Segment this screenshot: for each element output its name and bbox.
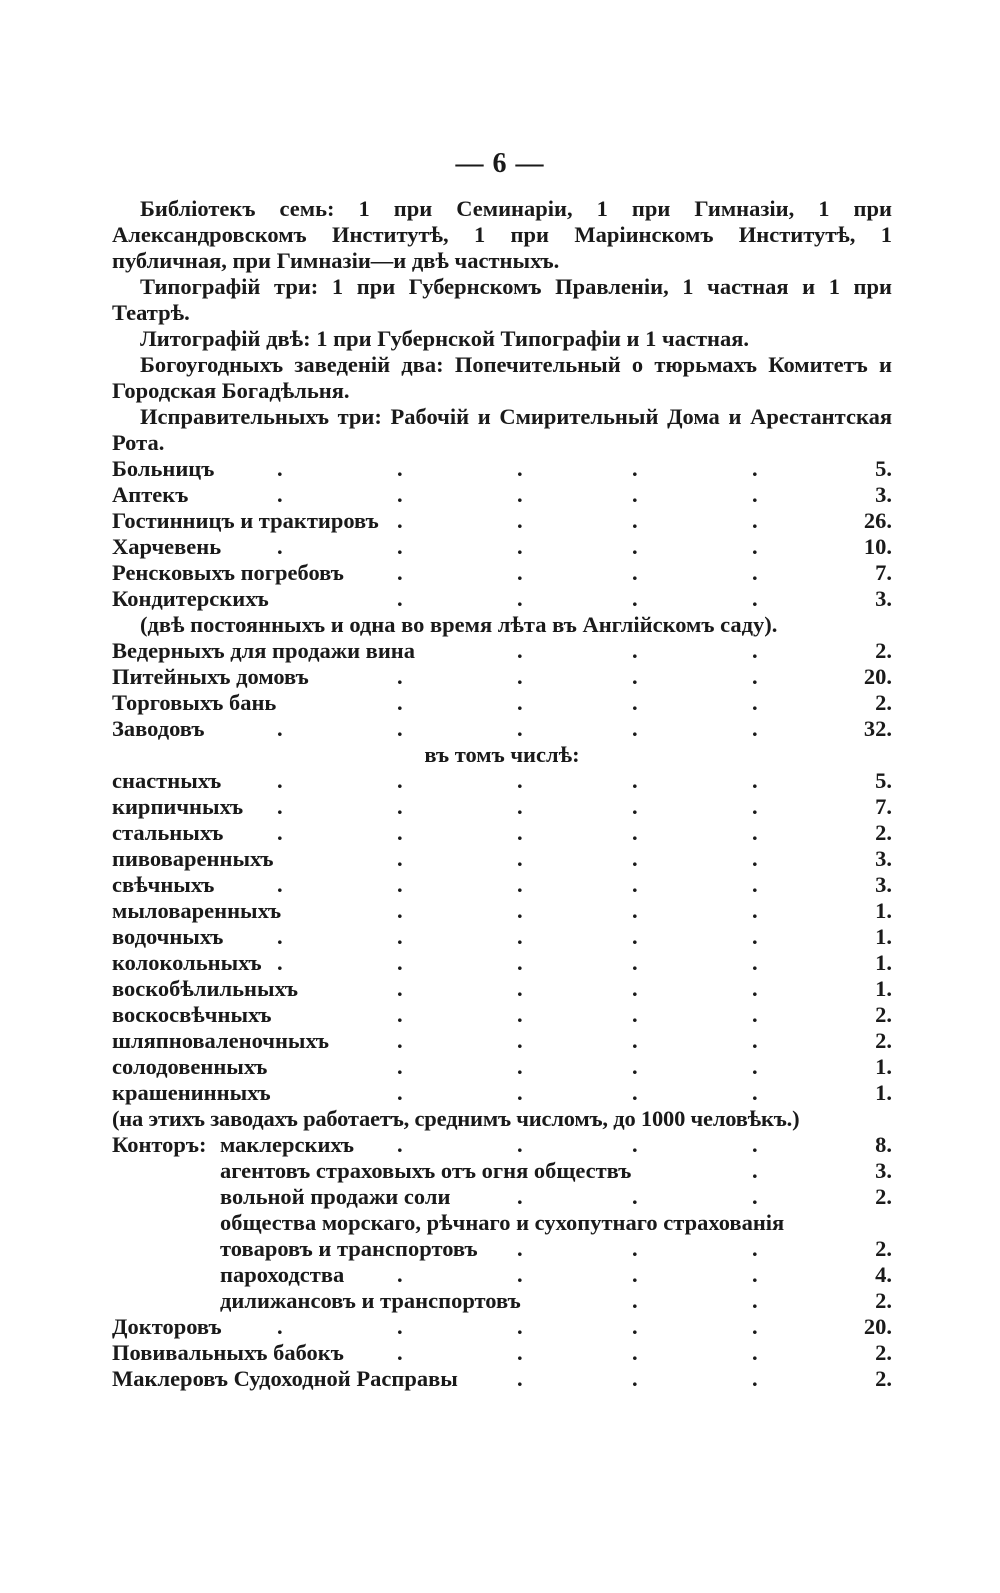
page-body (112, 196, 892, 1392)
list-item: свѣчныхъ . . . . . 3. (112, 872, 892, 897)
list-item-value: 3. (875, 1158, 892, 1183)
list-item-label: Питейныхъ домовъ (112, 664, 309, 689)
list-item-value: 2. (875, 1236, 892, 1261)
list-item: Гостинницъ и трактировъ . . . . 26. (112, 508, 892, 533)
list-item: Докторовъ . . . . . 20. (112, 1314, 892, 1339)
note-workers: (на этихъ заводахъ работаетъ, среднимъ числомъ, до 1000 человѣкъ.) (112, 1106, 800, 1131)
list-item-label: Торговыхъ бань (112, 690, 277, 715)
list-item-label: солодовенныхъ (112, 1054, 268, 1079)
list-item-value: 2. (875, 820, 892, 845)
list-item: пароходства . . . . 4. (220, 1262, 892, 1287)
paragraph-charities: Богоугодныхъ заведеній два: Попечительный о тюрьмахъ Комитетъ и Городская Богадѣльня. (112, 352, 892, 403)
list-item: шляпноваленочныхъ . . . . 2. (112, 1028, 892, 1053)
list-item-value: 4. (875, 1262, 892, 1287)
list-item-value: 26. (863, 508, 892, 533)
list-item-value: 1. (875, 924, 892, 949)
list-item-value: 1. (875, 1054, 892, 1079)
paragraph-lithographies: Литографій двѣ: 1 при Губернской Типографіи и 1 частная. (140, 326, 750, 351)
list-item-value: 1. (875, 898, 892, 923)
list-item: воскосвѣчныхъ . . . . 2. (112, 1002, 892, 1027)
list-item (112, 1210, 892, 1236)
paragraph-libraries: Библіотекъ семь: 1 при Семинаріи, 1 при Гимназіи, 1 при Александровскомъ Институтѣ, 1 при Маріинскомъ Институтѣ, 1 публичная, при Гимназіи—и двѣ частныхъ. (112, 196, 892, 273)
list-professionals (112, 1314, 892, 1392)
list-item: Ренсковыхъ погребовъ . . . . 7. (112, 560, 892, 585)
list-item-label: свѣчныхъ (112, 872, 215, 897)
list-item: колокольныхъ . . . . . 1. (112, 950, 892, 975)
list-item-label: Ведерныхъ для продажи вина (112, 638, 415, 663)
list-item-label: дилижансовъ и транспортовъ (220, 1288, 521, 1313)
list-item-label: стальныхъ (112, 820, 224, 845)
list-item-label: Аптекъ (112, 482, 189, 507)
list-item: агентовъ страховыхъ отъ огня обществъ . 3. (220, 1158, 892, 1183)
list-item: солодовенныхъ . . . . 1. (112, 1054, 892, 1079)
list-item-label: товаровъ и транспортовъ (220, 1236, 478, 1261)
list-item-label: мыловаренныхъ (112, 898, 282, 923)
list-item-label: пивоваренныхъ (112, 846, 274, 871)
list-item-value: 5. (875, 456, 892, 481)
list-item: водочныхъ . . . . . 1. (112, 924, 892, 949)
list-item-value: 20. (863, 1314, 892, 1339)
list-item-value: 32. (863, 716, 892, 741)
list-prefix-label: Конторъ: (112, 1132, 207, 1157)
list-item-label: Повивальныхъ бабокъ (112, 1340, 344, 1365)
list-establishments (112, 456, 892, 612)
list-item: Заводовъ . . . . . 32. (112, 716, 892, 741)
list-item: кирпичныхъ . . . . . 7. (112, 794, 892, 819)
list-item: Ведерныхъ для продажи вина . . . 2. (112, 638, 892, 663)
list-item-value: 20. (863, 664, 892, 689)
list-item-value: 2. (875, 638, 892, 663)
list-item-label: Кондитерскихъ (112, 586, 269, 611)
list-item-value: 2. (875, 1184, 892, 1209)
list-item: крашенинныхъ . . . . 1. (112, 1080, 892, 1105)
list-item-label: агентовъ страховыхъ отъ огня обществъ (220, 1158, 632, 1183)
list-trade (112, 638, 892, 742)
paragraph-correctional: Исправительныхъ три: Рабочій и Смирительный Дома и Арестантская Рота. (112, 404, 892, 455)
list-item-value: 2. (875, 1002, 892, 1027)
list-item: Маклеровъ Судоходной Расправы . . . 2. (112, 1366, 892, 1391)
list-item-value: 3. (875, 482, 892, 507)
list-item-value: 3. (875, 846, 892, 871)
list-item-value: 2. (875, 1288, 892, 1313)
list-item: пивоваренныхъ . . . . 3. (112, 846, 892, 871)
list-item-label: шляпноваленочныхъ (112, 1028, 329, 1053)
list-item-label: воскосвѣчныхъ (112, 1002, 272, 1027)
list-item: товаровъ и транспортовъ . . . 2. (220, 1236, 892, 1261)
page-number: — 6 — (455, 148, 545, 179)
list-item-value: 8. (875, 1132, 892, 1157)
list-item: Повивальныхъ бабокъ . . . . 2. (112, 1340, 892, 1365)
list-item: мыловаренныхъ . . . . 1. (112, 898, 892, 923)
list-item-label: пароходства (220, 1262, 345, 1287)
list-factories (112, 768, 892, 1106)
list-item-label: вольной продажи соли (220, 1184, 451, 1209)
list-item-label: колокольныхъ (112, 950, 262, 975)
list-item-label: снастныхъ (112, 768, 222, 793)
list-item-label: Ренсковыхъ погребовъ (112, 560, 344, 585)
paragraph-printing-houses: Типографій три: 1 при Губернскомъ Правленіи, 1 частная и 1 при Театрѣ. (112, 274, 892, 325)
list-item-value: 10. (863, 534, 892, 559)
list-item-value: 7. (875, 794, 892, 819)
list-item-value: 2. (875, 1340, 892, 1365)
list-item: Аптекъ . . . . . 3. (112, 482, 892, 507)
list-item-label: водочныхъ (112, 924, 224, 949)
list-item-label: Докторовъ (112, 1314, 222, 1339)
list-item-value: 3. (875, 872, 892, 897)
list-item: Конторъ: маклерскихъ . . . . 8. (112, 1132, 892, 1157)
list-item: Питейныхъ домовъ . . . . 20. (112, 664, 892, 689)
list-item-value: 7. (875, 560, 892, 585)
subheading-including: въ томъ числѣ: (424, 742, 580, 767)
list-item-value: 2. (875, 1028, 892, 1053)
list-item-value: 2. (875, 690, 892, 715)
list-item-value: 1. (875, 976, 892, 1001)
list-item: стальныхъ . . . . . 2. (112, 820, 892, 845)
list-item-label: Больницъ (112, 456, 215, 481)
list-item-value: 2. (875, 1366, 892, 1391)
list-item-value: 1. (875, 950, 892, 975)
list-item-value: 3. (875, 586, 892, 611)
list-offices (112, 1132, 892, 1314)
list-item: Торговыхъ бань . . . . 2. (112, 690, 892, 715)
list-item-label: крашенинныхъ (112, 1080, 271, 1105)
note-confectioneries: (двѣ постоянныхъ и одна во время лѣта въ Англійскомъ саду). (140, 612, 778, 637)
list-item-value: 1. (875, 1080, 892, 1105)
list-item-label: маклерскихъ (220, 1132, 354, 1157)
list-item-label: Гостинницъ и трактировъ (112, 508, 379, 533)
list-item: Больницъ . . . . . 5. (112, 456, 892, 481)
list-item-label: Харчевень (112, 534, 222, 559)
list-item-label: Маклеровъ Судоходной Расправы (112, 1366, 458, 1391)
list-item: дилижансовъ и транспортовъ . . 2. (220, 1288, 892, 1313)
list-item-value: 5. (875, 768, 892, 793)
list-item: Кондитерскихъ . . . . 3. (112, 586, 892, 611)
list-item-label: воскобѣлильныхъ (112, 976, 299, 1001)
list-item: снастныхъ . . . . . 5. (112, 768, 892, 793)
list-item-label: общества морскаго, рѣчнаго и сухопутнаго страхованія (220, 1210, 785, 1235)
list-item: Харчевень . . . . . 10. (112, 534, 892, 559)
list-item-label: Заводовъ (112, 716, 205, 741)
list-item: воскобѣлильныхъ . . . . 1. (112, 976, 892, 1001)
list-item: вольной продажи соли . . . 2. (220, 1184, 892, 1209)
list-item-label: кирпичныхъ (112, 794, 244, 819)
